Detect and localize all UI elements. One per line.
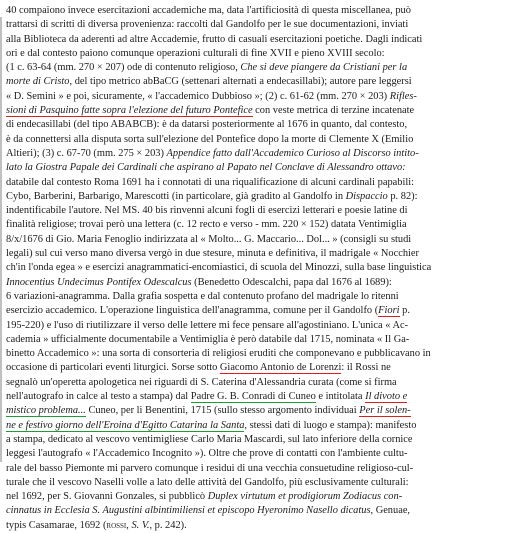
red-underlined-text: Il divoto e bbox=[365, 391, 408, 403]
text-line bbox=[6, 190, 506, 204]
italic-text: cinnatus in Ecclesia S. Augustini albintimiliensi et episcopo Hyeronimo Nasello dicatus bbox=[6, 505, 371, 517]
text-line bbox=[6, 376, 506, 390]
text-line bbox=[6, 333, 506, 347]
text-line bbox=[6, 33, 506, 47]
text-segment: p. bbox=[399, 305, 410, 317]
green-underlined-text: ne e festivo giorno dell'Eroina d'Egitto Catarina la Santa bbox=[6, 419, 245, 431]
red-underlined-text: sioni di Pasquino fatte sopra l'elezione del futuro Pontefice bbox=[6, 105, 253, 117]
text-line bbox=[6, 218, 506, 232]
text-segment: ch'in l'onda egea » e esercizi anagrammatici-encomiastici, di scuola del Minozzi, sulla base linguistica bbox=[6, 262, 432, 274]
red-underlined-text: Fiori bbox=[378, 305, 400, 317]
text-segment: binetto Accademico »: una sorta di consorteria di religiosi eruditi che componevano e pubblicavano in bbox=[6, 348, 431, 360]
italic-text: lato la Giostra Papale dei Cardinali che aspirano al Papato nel Conclave di Alessandro ottavo: bbox=[6, 162, 406, 174]
text-segment: , bbox=[126, 519, 132, 531]
text-segment: rale del basso Piemonte mi parvero comunque i residui di una vecchia consuetudine religioso-cul- bbox=[6, 462, 414, 474]
text-segment: « D. Semini » e poi, sicuramente, « l'accademico Dubbioso »; (2) c. 61-62 (mm. 270 × 203) bbox=[6, 90, 390, 102]
text-line bbox=[6, 75, 506, 89]
text-segment: ori e dal contesto paiono comunque operazioni culturali di fine XVII e pieno XVIII secolo: bbox=[6, 47, 385, 59]
text-line bbox=[6, 390, 506, 404]
text-segment: leggesi l'autografo « l'Accademico Incognito »). Oltre che prove di contatti con l'ambiente cultu- bbox=[6, 448, 408, 460]
italic-text: Innocentius Undecimus Pontifex Odescalcus bbox=[6, 276, 192, 288]
italic-text: Che si deve piangere da Cristiani per la bbox=[240, 62, 408, 74]
text-segment: indentificabile l'autore. Nel MS. 40 bis rinvenni alcuni fogli di esercizi letterari e poesie latine di bbox=[6, 205, 408, 217]
text-segment: nell'autografo in calce al testo a stampa) dal bbox=[6, 391, 191, 403]
text-line bbox=[6, 247, 506, 261]
text-segment: Cuneo, per li Benentini, 1715 (sullo stesso argomento individuai bbox=[85, 405, 360, 417]
text-segment: legali) sul cui verso mano diversa vergò in due stesure, minuta e definitiva, il madrigale « Nocchier bbox=[6, 248, 419, 260]
text-segment: esercizio accademico. L'operazione linguistica dell'anagramma, comune per il Gandolfo ( bbox=[6, 305, 379, 317]
text-line bbox=[6, 18, 506, 32]
text-segment: , p. 242). bbox=[149, 519, 187, 531]
text-segment: (Benedetto Odescalchi, papa dal 1676 al 1689): bbox=[191, 276, 392, 288]
text-segment: 8/x/1676 di Gio. Maria Fenoglio indirizzata al « Molto... G. Maccario... Dol... » (consigli su studi bbox=[6, 233, 412, 245]
text-line bbox=[6, 419, 506, 433]
italic-text: S. V. bbox=[131, 519, 150, 531]
text-segment: Cybo, Barberini, Barbarigo, Marescotti (in particolare, già gradito al Gandolfo in bbox=[6, 190, 346, 202]
text-segment: è da connettersi alla disputa sorta sull'elezione del Pontefice dopo la morte di Clemente X (Emilio bbox=[6, 133, 414, 145]
text-segment: p. 82): bbox=[387, 190, 418, 202]
text-segment: cademia » ufficialmente documentabile a Ventimiglia è però databile dal 1715, nominata « Il Ga- bbox=[6, 333, 410, 345]
text-line bbox=[6, 447, 506, 461]
green-underlined-text: mistico problema... bbox=[6, 405, 86, 417]
red-underlined-text: Giacomo Antonio de Lorenzi bbox=[219, 362, 342, 374]
text-line bbox=[6, 304, 506, 318]
text-segment: 40 compaiono invece esercitazioni accademiche ma, data l'artificiosità di questa miscellanea, può bbox=[6, 5, 411, 16]
text-line bbox=[6, 161, 506, 175]
text-line bbox=[6, 261, 506, 275]
text-line bbox=[6, 47, 506, 61]
text-segment: nel 1692, per S. Giovanni Gonzales, si pubblicò bbox=[6, 491, 208, 503]
text-line bbox=[6, 204, 506, 218]
text-segment: e intitolata bbox=[315, 391, 366, 403]
italic-text: Rifles- bbox=[389, 90, 417, 102]
text-line bbox=[6, 104, 506, 118]
text-segment: : il Rossi ne bbox=[341, 362, 391, 374]
red-underlined-text: Per il solen- bbox=[359, 405, 411, 417]
text-line bbox=[6, 290, 506, 304]
text-line bbox=[6, 519, 506, 533]
italic-text: morte di Cristo bbox=[6, 76, 70, 88]
text-segment: trattarsi di scritti di diversa provenienza: raccolti dal Gandolfo per le sue documentazioni, inviati bbox=[6, 19, 409, 31]
text-line bbox=[6, 462, 506, 476]
text-line bbox=[6, 490, 506, 504]
text-line bbox=[6, 4, 506, 18]
italic-text: Dispaccio bbox=[345, 190, 388, 202]
text-segment: , del tipo metrico abBaCG (settenari alternati a endecasillabi); autore pare leggersi bbox=[69, 76, 412, 88]
text-line bbox=[6, 133, 506, 147]
text-segment: segnalò un'operetta apologetica nei riguardi di S. Caterina d'Alessandria curata (come si firma bbox=[6, 376, 397, 388]
document-body bbox=[6, 4, 506, 533]
text-line bbox=[6, 276, 506, 290]
text-segment: Altieri); (3) c. 67-70 (mm. 275 × 203) bbox=[6, 147, 167, 159]
italic-text: Appendice fatto dall'Accademico Curioso al Discorso intito- bbox=[166, 147, 419, 159]
text-line bbox=[6, 176, 506, 190]
text-segment: di endecasillabi (del tipo ABABCB): è da datarsi posteriormente al 1676 in quanto, dal contesto, bbox=[6, 119, 408, 131]
green-underlined-text: Padre G. B. Conradi di Cuneo bbox=[190, 391, 316, 403]
text-segment: finalità religiose; trovai però una lettera (c. 12 recto e verso - mm. 220 × 152) datata Ventimiglia bbox=[6, 219, 407, 231]
text-segment: occasione di particolari eventi liturgici. Sorse sotto bbox=[6, 362, 220, 374]
text-line bbox=[6, 433, 506, 447]
text-line bbox=[6, 347, 506, 361]
text-segment: (1 c. 63-64 (mm. 270 × 207) ode di contenuto religioso, bbox=[6, 62, 241, 74]
italic-text: Duplex virtutum et prodigiorum Zodiacus con- bbox=[207, 491, 403, 503]
text-line bbox=[6, 118, 506, 132]
text-segment: 195-220) e l'uso di riutilizzare il verso delle lettere mi fece pensare all'agostiniano. L'unica « Ac- bbox=[6, 319, 409, 331]
text-segment: 6 variazioni-anagramma. Dalla grafia sospetta e dal contenuto profano del madrigale lo ritenni bbox=[6, 290, 399, 302]
scan-margin-shadow bbox=[0, 17, 2, 462]
text-segment: alla Biblioteca da aderenti ad altre Accademie, frutto di casuali esercitazioni poetiche. Dagli indicati bbox=[6, 33, 423, 45]
text-segment: , stessi dati di luogo e stampa): manifesto bbox=[244, 419, 417, 431]
text-line bbox=[6, 361, 506, 375]
text-line bbox=[6, 233, 506, 247]
text-segment: rossi bbox=[106, 519, 127, 531]
text-line bbox=[6, 61, 506, 75]
text-segment: a stampa, dedicato al vescovo ventimigliese Carlo Maria Mascardi, sul lato inferiore della cornice bbox=[6, 433, 413, 445]
text-segment: typis Casamarae, 1692 ( bbox=[6, 519, 107, 531]
text-segment: turale che il vescovo Naselli volle a lato delle attività del Gandolfo, più esclusivamente culturali: bbox=[6, 476, 409, 488]
text-line bbox=[6, 404, 506, 418]
text-line bbox=[6, 504, 506, 518]
text-segment: con veste metrica di terzine incatenate bbox=[252, 105, 415, 117]
text-line bbox=[6, 90, 506, 104]
text-line bbox=[6, 476, 506, 490]
text-segment: , Genuae, bbox=[370, 505, 411, 517]
text-line bbox=[6, 319, 506, 333]
text-segment: databile dal contesto Roma 1691 ha i connotati di una riqualificazione di alcuni cardinali papabili: bbox=[6, 176, 414, 188]
text-line bbox=[6, 147, 506, 161]
